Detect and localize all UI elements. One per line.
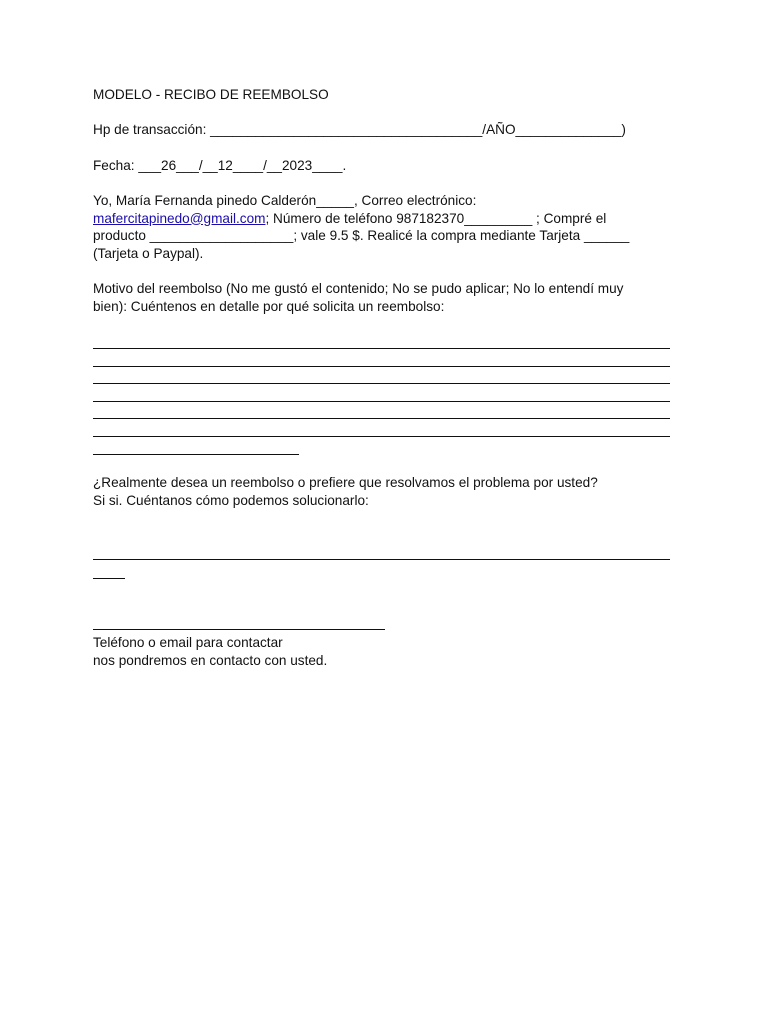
solution-blank-line (93, 578, 125, 579)
question-line-2: Si si. Cuéntanos cómo podemos solucionarlo: (93, 493, 369, 508)
reason-blank-line (93, 366, 670, 367)
contact-note: nos pondremos en contacto con usted. (93, 653, 328, 668)
reason-blank-line (93, 436, 670, 437)
document-title: MODELO - RECIBO DE REEMBOLSO (93, 87, 329, 102)
personal-info-line-4: (Tarjeta o Paypal). (93, 245, 204, 261)
transaction-line: Hp de transacción: ____________________________________/AÑO______________) (93, 122, 626, 137)
reason-blank-line (93, 401, 670, 402)
refund-reason-line-1: Motivo del reembolso (No me gustó el contenido; No se pudo aplicar; No lo entendí muy (93, 281, 624, 296)
contact-label: Teléfono o email para contactar (93, 635, 283, 650)
date-line: Fecha: ___26___/__12____/__2023____. (93, 158, 347, 173)
phone-text: ; Número de teléfono 987182370_________ ; Compré el (265, 210, 607, 226)
personal-info-line-1: Yo, María Fernanda pinedo Calderón_____, Correo electrónico: (93, 193, 477, 208)
question-line-1: ¿Realmente desea un reembolso o prefiere que resolvamos el problema por usted? (93, 475, 598, 490)
reason-blank-line (93, 454, 299, 455)
personal-info-line-3: producto ___________________; vale 9.5 $. Realicé la compra mediante Tarjeta ______ (93, 228, 630, 243)
reason-blank-line (93, 383, 670, 384)
solution-blank-line (93, 559, 670, 560)
email-link[interactable]: mafercitapinedo@gmail.com (93, 210, 266, 226)
reason-blank-line (93, 348, 670, 349)
contact-blank-line (93, 629, 385, 630)
reason-blank-line (93, 418, 670, 419)
personal-info-line-2 (93, 210, 673, 228)
refund-reason-line-2: bien): Cuéntenos en detalle por qué solicita un reembolso: (93, 298, 445, 314)
